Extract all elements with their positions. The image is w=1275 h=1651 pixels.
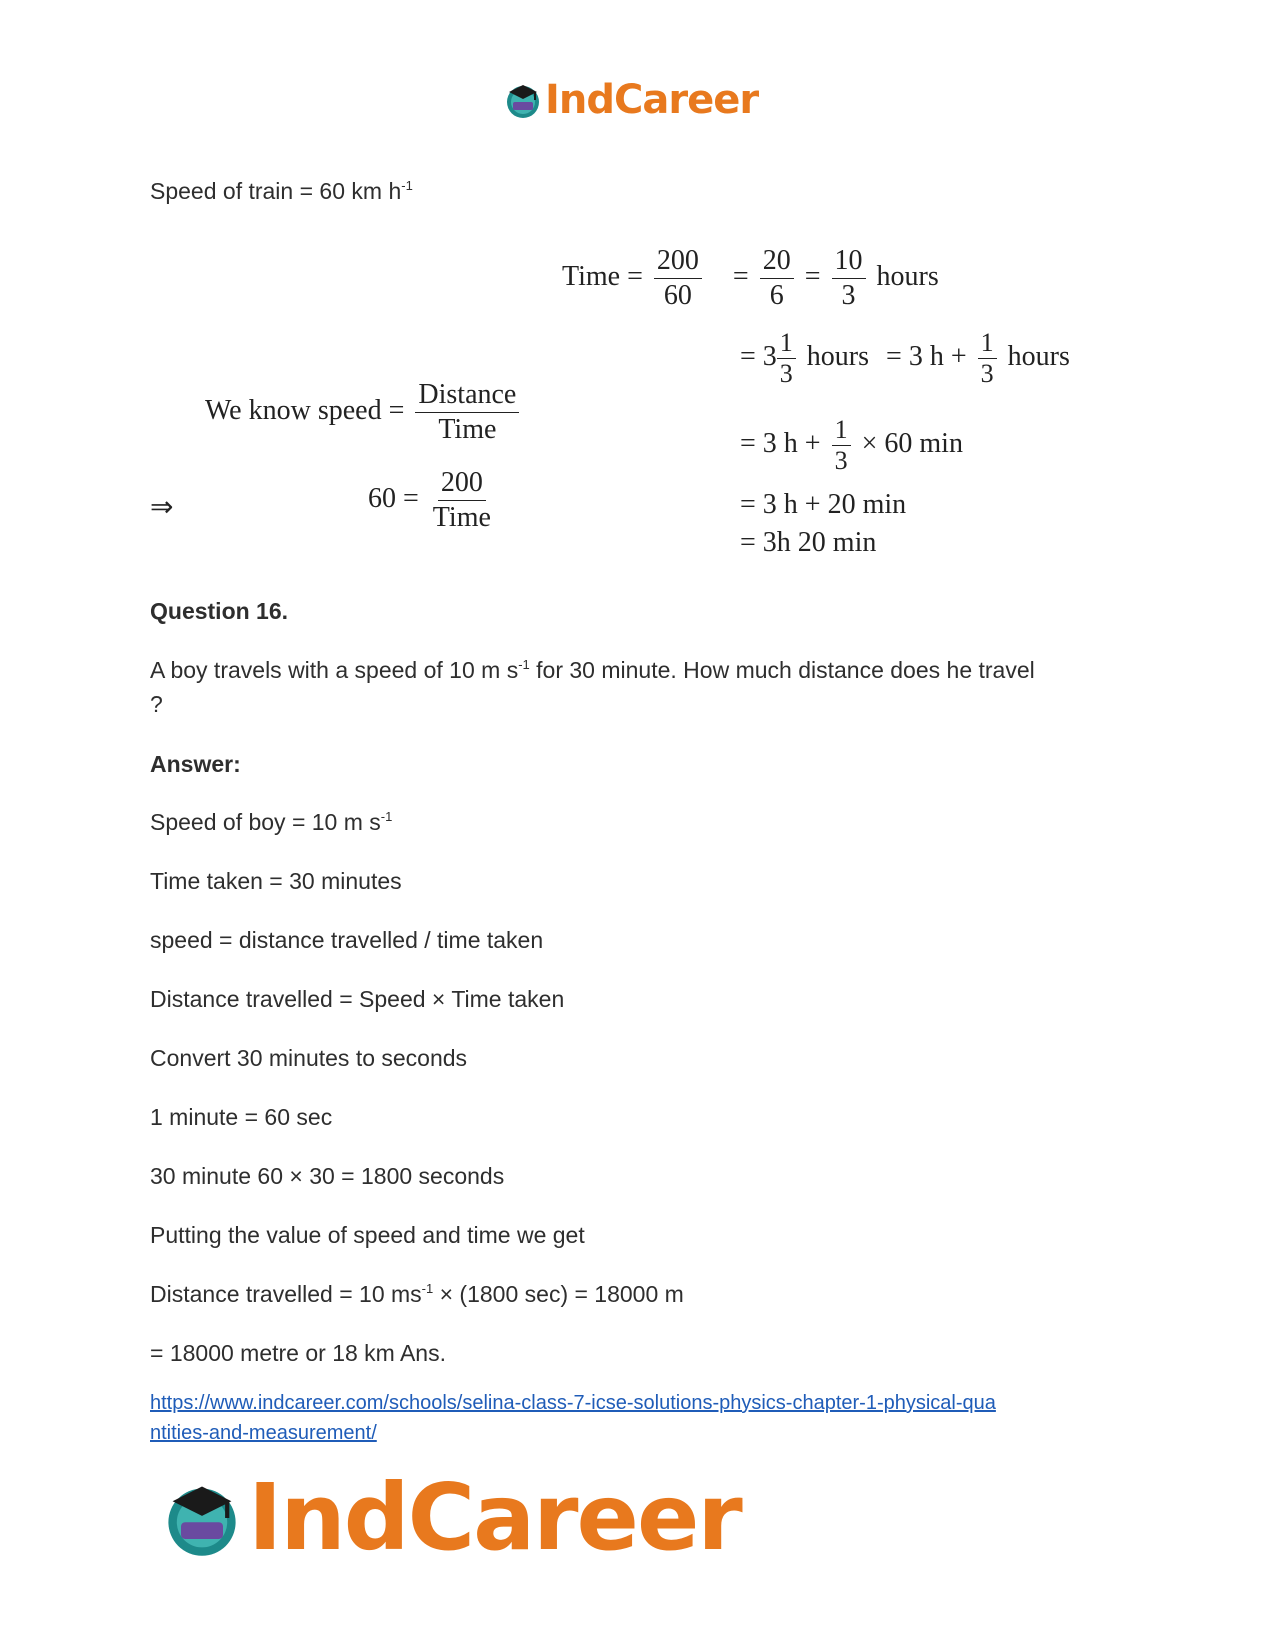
answer-line: Speed of boy = 10 m $s^{-1}$ [150,809,393,835]
minutes-equation: = 3 h + $\frac{1}{3}$ × 60 min [740,415,963,475]
time-equation: Time = $\frac{200}{60}$ = $\frac{20}{6}$ = $\frac{10}{3}$ hours [562,245,939,311]
answer-line: Putting the value of speed and time we get [150,1222,585,1248]
answer-line: Distance travelled = 10 $ms^{-1} \times (1800$ sec) = 18000 m [150,1281,684,1307]
answer-label: Answer: [150,751,241,777]
question-text-cont: ? [150,691,163,717]
implies-symbol: ⇒ [150,492,174,523]
answer-line: Distance travelled = Speed × Time taken [150,986,565,1012]
graduation-cap-globe-icon [160,1476,244,1560]
fraction-200-60: $\frac{200}{60}$ [654,246,702,311]
answer-line: 30 minute 60 × 30 = 1800 seconds [150,1163,505,1189]
result-line-1: = 3 h + 20 min [740,489,907,520]
answer-line: Convert 30 minutes to seconds [150,1045,468,1071]
header-logo [503,78,758,122]
logo-wordmark: IndCareer [545,77,759,123]
answer-line: 1 minute = 60 sec [150,1104,333,1130]
graduation-cap-globe-icon [503,80,543,120]
speed-formula: We know speed = $\frac{\text{Distance}}{\text{Time}}$ [205,380,523,445]
result-line-2: = 3h 20 min [740,527,877,558]
sixty-equation: 60 = $\frac{200}{\text{Time}}$ [368,467,491,533]
fraction-20-6: $\frac{20}{6}$ [760,246,794,311]
question-title: Question 16. [150,598,289,624]
fraction-10-3: $\frac{10}{3}$ [832,246,866,311]
answer-line: = 18000 metre or 18 km Ans. [150,1340,446,1366]
speed-of-train-line: Speed of train = 60 km $h^{-1}$ [150,178,413,204]
mixed-fraction-equation: = 3 $\frac{1}{3}$ hours = 3 h + $\frac{1}{3}$ hours [740,328,1070,388]
answer-line: Time taken = 30 minutes [150,868,402,894]
footer-logo [160,1464,741,1571]
source-link[interactable]: https://www.indcareer.com/schools/selina-class-7-icse-solutions-physics-chapter-1-physical-qua ntities-and-measurement/ [150,1392,996,1444]
answer-line: speed = distance travelled / time taken [150,927,544,953]
logo-wordmark: IndCareer [248,1464,741,1571]
question-text: A boy travels with a speed of 10 m $s^{-1}$ for 30 minute. How much distance does he travel [150,657,1035,683]
